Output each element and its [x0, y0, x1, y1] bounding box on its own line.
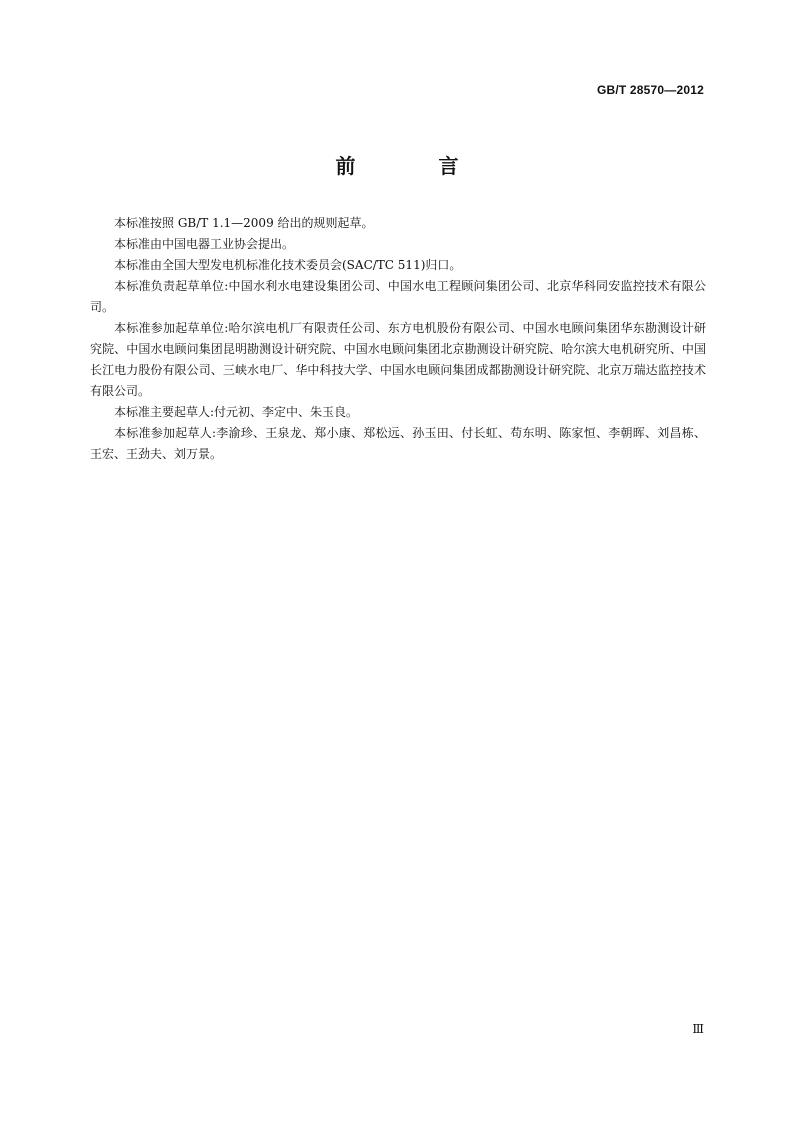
- paragraph-participating-units: 本标准参加起草单位:哈尔滨电机厂有限责任公司、东方电机股份有限公司、中国水电顾问集团华东勘测设计研究院、中国水电顾问集团昆明勘测设计研究院、中国水电顾问集团北京勘测设计研究院、哈尔滨大电机研究所、中国长江电力股份有限公司、三峡水电厂、华中科技大学、中国水电顾问集团成都勘测设计研究院、北京万瑞达监控技术有限公司。: [90, 321, 706, 398]
- paragraph-participating-drafters: 本标准参加起草人:李渝珍、王泉龙、郑小康、郑松远、孙玉田、付长虹、苟东明、陈家恒、李朝晖、刘昌栋、王宏、王劲夫、刘万景。: [90, 426, 706, 461]
- paragraph-technical-committee: 本标准由全国大型发电机标准化技术委员会(SAC/TC 511)归口。: [114, 258, 462, 272]
- standard-code: GB/T 28570—2012: [596, 83, 704, 97]
- paragraph-lead-drafting-units: 本标准负责起草单位:中国水利水电建设集团公司、中国水电工程顾问集团公司、北京华科同安监控技术有限公司。: [90, 279, 706, 314]
- page-number: Ⅲ: [692, 1022, 704, 1036]
- paragraph-main-drafters: 本标准主要起草人:付元初、李定中、朱玉良。: [114, 405, 359, 419]
- preface-body: [90, 213, 706, 465]
- paragraph-proposer: 本标准由中国电器工业协会提出。: [114, 237, 295, 251]
- paragraph-drafting-rules: 本标准按照 GB/T 1.1—2009 给出的规则起草。: [114, 216, 374, 230]
- page-title: 前 言: [335, 154, 497, 178]
